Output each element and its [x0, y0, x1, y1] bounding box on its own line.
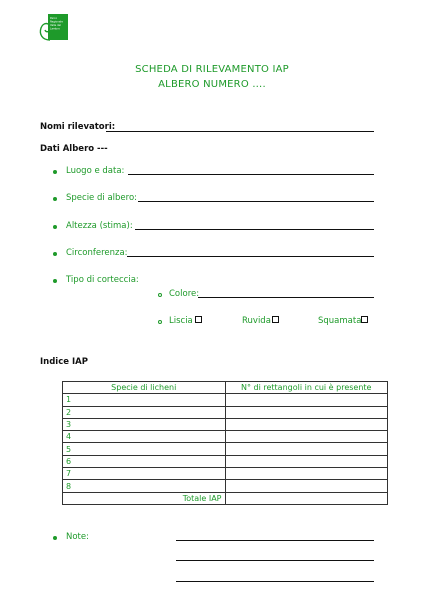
row-number: 3: [63, 418, 226, 430]
colore-field[interactable]: [198, 297, 374, 298]
row-value-cell[interactable]: [225, 406, 388, 418]
specie-albero-label: Specie di albero:: [66, 193, 138, 203]
circonferenza-label: Circonferenza:: [66, 248, 128, 258]
note-label: Note:: [66, 532, 89, 542]
iap-table: [62, 381, 388, 505]
bullet-icon: [53, 279, 57, 283]
table-row: [63, 418, 388, 430]
table-row: [63, 394, 388, 406]
logo-text-3: Valle del: [50, 24, 61, 27]
row-number: 1: [63, 394, 226, 406]
ruvida-label: Ruvida: [242, 316, 271, 326]
form-subtitle: ALBERO NUMERO ….: [158, 79, 266, 90]
table-row: [63, 431, 388, 443]
bullet-icon: [53, 170, 57, 174]
row-number: 8: [63, 480, 226, 492]
luogo-data-field[interactable]: [128, 174, 374, 175]
liscia-label: Liscia: [169, 316, 193, 326]
specie-albero-field[interactable]: [138, 201, 374, 202]
table-row: [63, 443, 388, 455]
sub-bullet-icon: [158, 293, 162, 297]
row-value-cell[interactable]: [225, 455, 388, 467]
squamata-label: Squamata: [318, 316, 362, 326]
totale-iap-label: Totale IAP: [63, 492, 226, 504]
tipo-corteccia-label: Tipo di corteccia:: [66, 275, 139, 285]
row-value-cell[interactable]: [225, 468, 388, 480]
header-numero-rettangoli: N° di rettangoli in cui è presente: [225, 382, 388, 394]
squamata-checkbox[interactable]: [361, 316, 368, 323]
row-value-cell[interactable]: [225, 443, 388, 455]
colore-label: Colore:: [169, 289, 200, 299]
indice-iap-heading: Indice IAP: [40, 357, 88, 367]
row-value-cell[interactable]: [225, 418, 388, 430]
table-row: [63, 406, 388, 418]
row-number: 5: [63, 443, 226, 455]
altezza-field[interactable]: [135, 229, 374, 230]
sub-bullet-icon: [158, 320, 162, 324]
row-value-cell[interactable]: [225, 480, 388, 492]
note-line-2[interactable]: [176, 560, 374, 561]
row-number: 6: [63, 455, 226, 467]
luogo-data-label: Luogo e data:: [66, 166, 125, 176]
liscia-checkbox[interactable]: [195, 316, 202, 323]
park-logo: [38, 14, 68, 44]
bullet-icon: [53, 197, 57, 201]
bullet-icon: [53, 536, 57, 540]
logo-text-4: Lambro: [50, 27, 60, 31]
row-number: 4: [63, 431, 226, 443]
nomi-rilevatori-field[interactable]: [106, 131, 374, 132]
circonferenza-field[interactable]: [127, 256, 374, 257]
dati-albero-heading: Dati Albero ---: [40, 144, 108, 154]
table-row: [63, 468, 388, 480]
logo-text-2: Regionale: [50, 20, 63, 24]
totale-iap-cell[interactable]: [225, 492, 388, 504]
row-value-cell[interactable]: [225, 394, 388, 406]
note-line-1[interactable]: [176, 540, 374, 541]
row-value-cell[interactable]: [225, 431, 388, 443]
bullet-icon: [53, 252, 57, 256]
total-row: [63, 492, 388, 504]
bullet-icon: [53, 225, 57, 229]
altezza-label: Altezza (stima):: [66, 221, 133, 231]
note-line-3[interactable]: [176, 581, 374, 582]
ruvida-checkbox[interactable]: [272, 316, 279, 323]
row-number: 2: [63, 406, 226, 418]
table-row: [63, 480, 388, 492]
nomi-rilevatori-label: Nomi rilevatori:: [40, 122, 116, 132]
row-number: 7: [63, 468, 226, 480]
header-specie-licheni: Specie di licheni: [63, 382, 226, 394]
logo-text-1: Parco: [50, 17, 58, 20]
form-title: SCHEDA DI RILEVAMENTO IAP: [135, 64, 289, 75]
table-row: [63, 455, 388, 467]
